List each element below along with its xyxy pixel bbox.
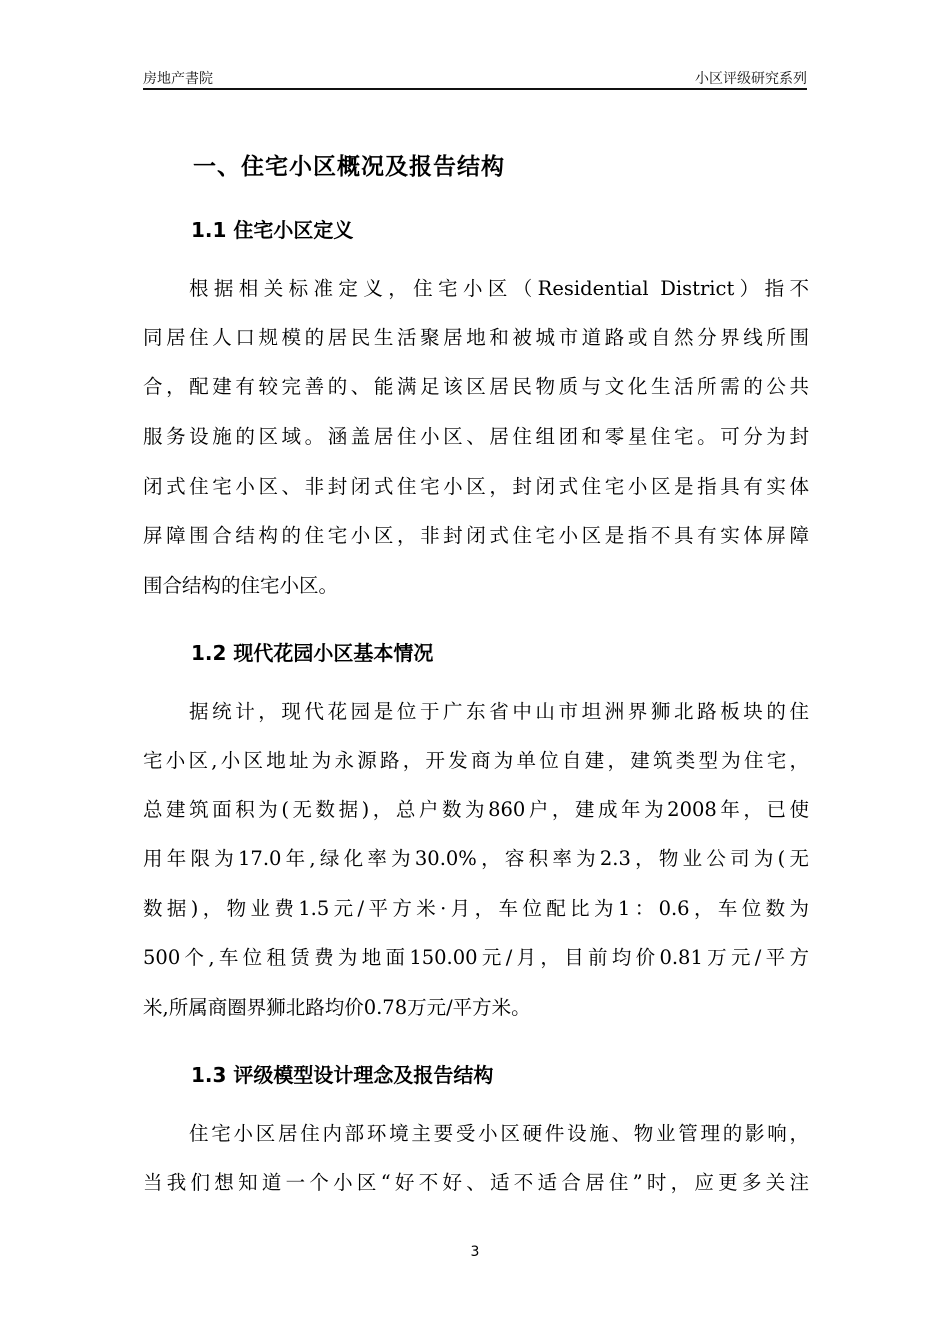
paragraph-line: 合，配建有较完善的、能满足该区居民物质与文化生活所需的公共: [143, 375, 809, 398]
paragraph-line: 当我们想知道一个小区“好不好、适不适合居住”时，应更多关注: [143, 1171, 809, 1194]
paragraph-line: 500个,车位租赁费为地面150.00元/月，目前均价0.81万元/平方: [143, 946, 809, 969]
section-heading-1-2: 1.2 现代花园小区基本情况: [191, 641, 434, 665]
paragraph-line: 屏障围合结构的住宅小区，非封闭式住宅小区是指不具有实体屏障: [143, 524, 809, 547]
paragraph-line: 围合结构的住宅小区。: [143, 574, 339, 597]
header-divider: [143, 88, 807, 90]
paragraph-line: 服务设施的区域。涵盖居住小区、居住组团和零星住宅。可分为封: [143, 425, 809, 448]
paragraph-line: 总建筑面积为(无数据)，总户数为860户，建成年为2008年，已使: [143, 798, 809, 821]
paragraph-line: 根据相关标准定义，住宅小区（Residential District）指不: [189, 277, 809, 300]
page-number: 3: [470, 1244, 480, 1260]
header-series-title: 小区评级研究系列: [695, 71, 807, 87]
paragraph-line: 数据)，物业费1.5元/平方米·月，车位配比为1：0.6，车位数为: [143, 897, 809, 920]
page-header: [143, 66, 807, 88]
paragraph-line: 米,所属商圈界狮北路均价0.78万元/平方米。: [143, 996, 531, 1019]
paragraph-line: 用年限为17.0年,绿化率为30.0%，容积率为2.3，物业公司为(无: [143, 847, 809, 870]
paragraph-line: 据统计，现代花园是位于广东省中山市坦洲界狮北路板块的住: [189, 700, 809, 723]
chapter-title: 一、住宅小区概况及报告结构: [193, 154, 505, 180]
section-heading-1-3: 1.3 评级模型设计理念及报告结构: [191, 1063, 494, 1087]
header-publisher: 房地产書院: [143, 71, 213, 87]
paragraph-line: 宅小区,小区地址为永源路，开发商为单位自建，建筑类型为住宅，: [143, 749, 809, 772]
section-heading-1-1: 1.1 住宅小区定义: [191, 218, 354, 242]
paragraph-line: 闭式住宅小区、非封闭式住宅小区，封闭式住宅小区是指具有实体: [143, 475, 809, 498]
paragraph-line: 同居住人口规模的居民生活聚居地和被城市道路或自然分界线所围: [143, 326, 809, 349]
paragraph-line: 住宅小区居住内部环境主要受小区硬件设施、物业管理的影响，: [189, 1122, 809, 1145]
